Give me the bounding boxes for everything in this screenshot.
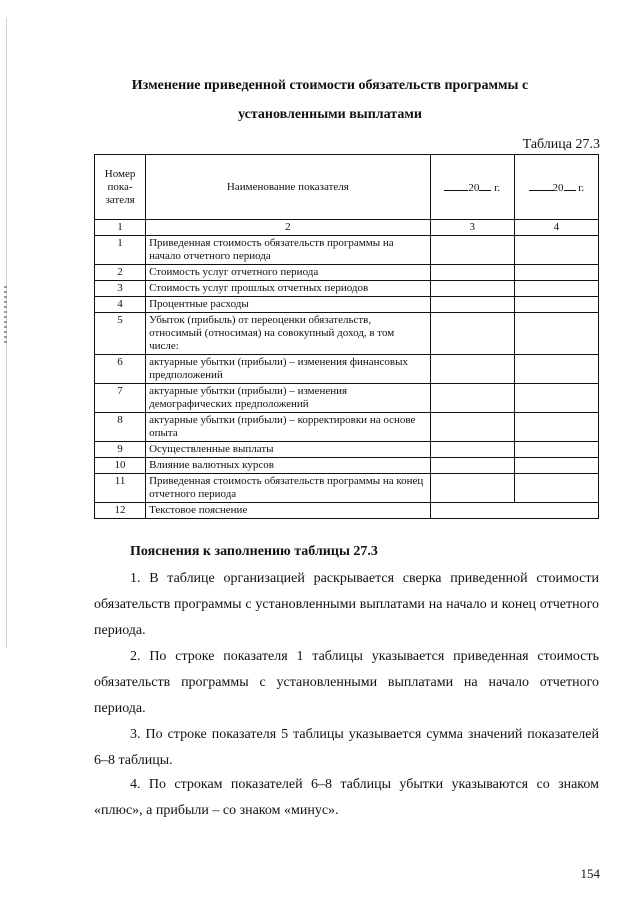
row-value-cell <box>430 297 514 313</box>
header-period-2 <box>514 155 598 220</box>
row-value-cell <box>430 281 514 297</box>
row-value-cell <box>430 474 514 503</box>
row-number: 1 <box>95 236 146 265</box>
row-value-cell <box>514 281 598 297</box>
row-name: актуарные убытки (прибыли) – изменения демографических предположений <box>146 384 431 413</box>
paragraph <box>94 772 599 824</box>
header-number <box>95 155 146 220</box>
row-number: 4 <box>95 297 146 313</box>
blank-line <box>564 180 576 191</box>
row-value-cell <box>514 474 598 503</box>
period-year-suffix: г. <box>494 181 501 194</box>
row-value-cell <box>514 265 598 281</box>
row-value-cell <box>514 313 598 355</box>
row-name: актуарные убытки (прибыли) – корректировки на основе опыта <box>146 413 431 442</box>
row-number: 10 <box>95 458 146 474</box>
row-number: 12 <box>95 503 146 519</box>
table-row <box>95 503 599 519</box>
row-name: Влияние валютных курсов <box>146 458 431 474</box>
row-value-cell <box>514 413 598 442</box>
row-value-cell <box>430 236 514 265</box>
row-name: Стоимость услуг отчетного периода <box>146 265 431 281</box>
column-number: 1 <box>95 220 146 236</box>
table-row <box>95 313 599 355</box>
table-row <box>95 442 599 458</box>
row-number: 7 <box>95 384 146 413</box>
header-number-line-2: пока- <box>107 180 133 193</box>
row-name: Осуществленные выплаты <box>146 442 431 458</box>
paragraph-text: 4. По строкам показателей 6–8 таблицы убытки указываются со знаком «плюс», а прибыли – со знаком «минус». <box>94 777 599 818</box>
blank-line <box>444 180 468 191</box>
row-value-cell <box>514 384 598 413</box>
column-number: 4 <box>514 220 598 236</box>
table-caption: Таблица 27.3 <box>522 137 600 152</box>
period-year-prefix: 20 <box>552 181 564 194</box>
row-value-cell <box>430 384 514 413</box>
table-row <box>95 474 599 503</box>
row-value-cell <box>430 442 514 458</box>
scan-edge-dots <box>4 286 7 346</box>
blank-line <box>479 180 491 191</box>
page-number: 154 <box>580 866 600 881</box>
indicators-table <box>94 154 599 519</box>
table-header-row <box>95 155 599 220</box>
table-row <box>95 384 599 413</box>
row-name: Текстовое пояснение <box>146 503 431 519</box>
row-name: Стоимость услуг прошлых отчетных периодов <box>146 281 431 297</box>
table-row <box>95 413 599 442</box>
row-number: 3 <box>95 281 146 297</box>
table-row <box>95 236 599 265</box>
row-name: Процентные расходы <box>146 297 431 313</box>
row-value-cell <box>514 458 598 474</box>
row-name: Приведенная стоимость обязательств программы на конец отчетного периода <box>146 474 431 503</box>
row-value-cell <box>430 355 514 384</box>
column-number: 2 <box>146 220 431 236</box>
paragraph-text: 1. В таблице организацией раскрывается сверка приведенной стоимости обязательств программы с установленными выплатами на начало и конец отчетного периода. <box>94 571 599 638</box>
header-name: Наименование показателя <box>146 155 431 220</box>
row-value-cell <box>514 442 598 458</box>
row-value-cell-merged <box>430 503 598 519</box>
row-number: 8 <box>95 413 146 442</box>
row-value-cell <box>430 313 514 355</box>
row-name: Приведенная стоимость обязательств программы на начало отчетного периода <box>146 236 431 265</box>
paragraph <box>94 566 599 644</box>
period-year-suffix: г. <box>578 181 585 194</box>
row-name: актуарные убытки (прибыли) – изменения финансовых предположений <box>146 355 431 384</box>
table-row <box>95 265 599 281</box>
row-number: 5 <box>95 313 146 355</box>
table-row <box>95 458 599 474</box>
page-title-line-1: Изменение приведенной стоимости обязательств программы с <box>131 78 529 93</box>
header-period-1 <box>430 155 514 220</box>
table-row <box>95 281 599 297</box>
paragraph-text: 3. По строке показателя 5 таблицы указывается сумма значений показателей 6–8 таблицы. <box>94 727 599 768</box>
paragraph-text: 2. По строке показателя 1 таблицы указывается приведенная стоимость обязательств программы с установленными выплатами на начало отчетного периода. <box>94 649 599 716</box>
page-title-line-2: установленными выплатами <box>238 107 422 122</box>
row-number: 2 <box>95 265 146 281</box>
row-number: 9 <box>95 442 146 458</box>
paragraph <box>94 722 599 774</box>
period-year-prefix: 20 <box>468 181 480 194</box>
row-name: Убыток (прибыль) от переоценки обязательств, относимый (относимая) на совокупный доход, в том числе: <box>146 313 431 355</box>
row-value-cell <box>514 297 598 313</box>
notes-title: Пояснения к заполнению таблицы 27.3 <box>130 544 378 559</box>
table-row <box>95 297 599 313</box>
row-number: 6 <box>95 355 146 384</box>
row-value-cell <box>514 236 598 265</box>
header-number-line-1: Номер <box>104 167 136 180</box>
row-value-cell <box>430 458 514 474</box>
paragraph <box>94 644 599 722</box>
row-value-cell <box>430 413 514 442</box>
header-number-line-3: зателя <box>105 193 135 206</box>
column-numbers-row <box>95 220 599 236</box>
row-value-cell <box>514 355 598 384</box>
column-number: 3 <box>430 220 514 236</box>
row-number: 11 <box>95 474 146 503</box>
table-row <box>95 355 599 384</box>
blank-line <box>529 180 553 191</box>
row-value-cell <box>430 265 514 281</box>
